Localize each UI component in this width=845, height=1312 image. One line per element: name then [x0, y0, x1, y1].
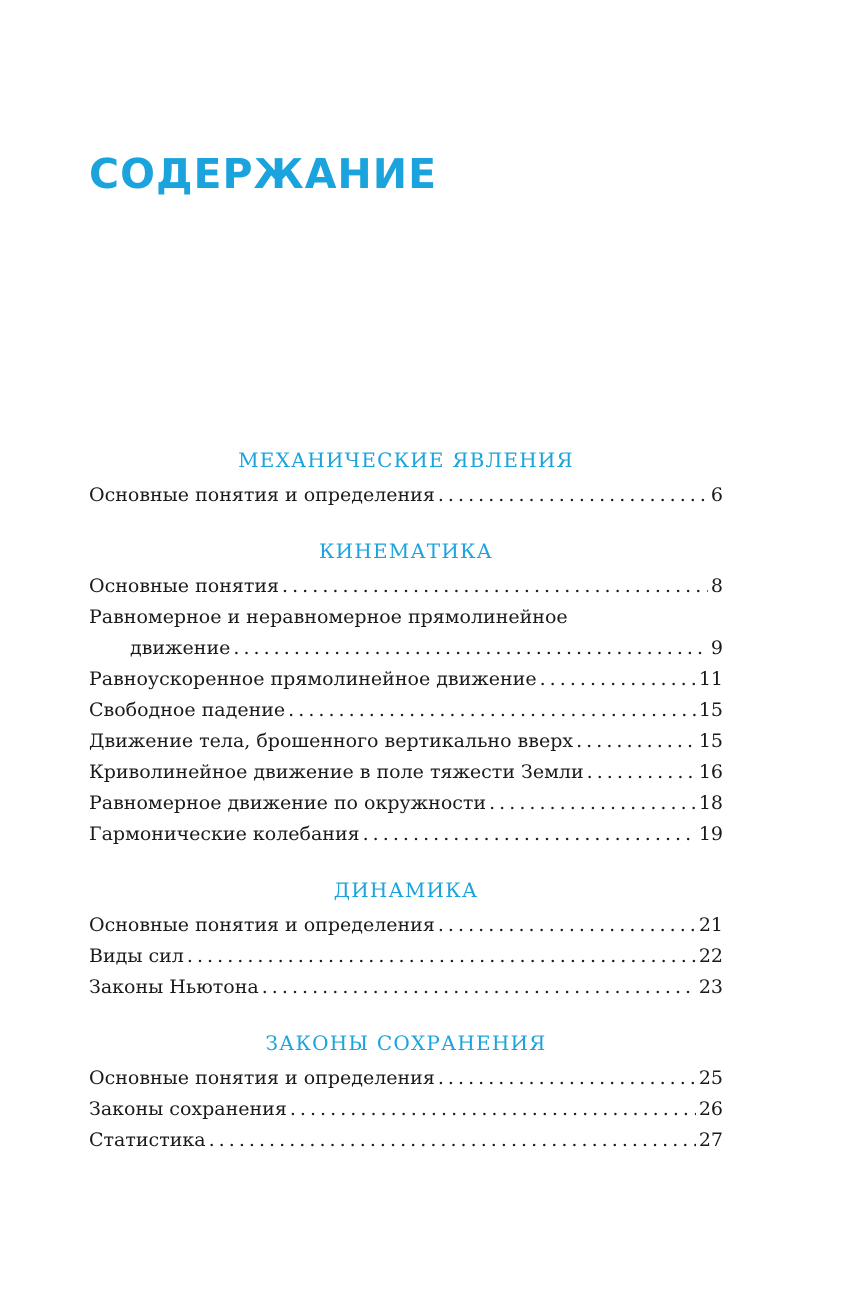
toc-entry-multiline[interactable] [89, 602, 723, 664]
dot-leader [587, 757, 696, 788]
dot-leader [187, 941, 696, 972]
table-of-contents [89, 440, 723, 1156]
toc-entry[interactable] [89, 910, 723, 941]
toc-entry-page: 9 [710, 637, 723, 659]
toc-entry-page: 21 [698, 914, 723, 936]
toc-section-kinematics [89, 531, 723, 850]
dot-leader [489, 788, 696, 819]
toc-entry-title-line1: Равномерное и неравномерное прямолинейное [89, 606, 568, 628]
toc-entry-title: Основные понятия [89, 575, 279, 597]
dot-leader [282, 571, 708, 602]
dot-leader [438, 910, 696, 941]
toc-section-conservation-laws [89, 1023, 723, 1156]
dot-leader [290, 1094, 696, 1125]
toc-entry-title: Свободное падение [89, 699, 286, 721]
section-heading: ЗАКОНЫ СОХРАНЕНИЯ [265, 1031, 547, 1055]
toc-entry-title: Криволинейное движение в поле тяжести Земли [89, 761, 584, 783]
toc-entry[interactable] [89, 1125, 723, 1156]
toc-entry-page: 15 [698, 730, 723, 752]
toc-entry-page: 22 [698, 945, 723, 967]
toc-entry-title: Законы сохранения [89, 1098, 287, 1120]
section-heading: КИНЕМАТИКА [319, 539, 493, 563]
toc-entry[interactable] [89, 757, 723, 788]
toc-entry-title: Основные понятия и определения [89, 1067, 435, 1089]
toc-entry[interactable] [89, 726, 723, 757]
toc-entry-page: 11 [698, 668, 723, 690]
toc-entry-title: Виды сил [89, 945, 184, 967]
toc-entry-title: Законы Ньютона [89, 976, 259, 998]
toc-entry[interactable] [89, 1063, 723, 1094]
toc-entry-page: 15 [698, 699, 723, 721]
toc-entry-title: Основные понятия и определения [89, 914, 435, 936]
toc-entry-page: 8 [710, 575, 723, 597]
toc-section-dynamics [89, 870, 723, 1003]
toc-entry[interactable] [89, 819, 723, 850]
dot-leader [438, 480, 708, 511]
dot-leader [540, 664, 696, 695]
toc-entry[interactable] [89, 1094, 723, 1125]
toc-entry[interactable] [89, 571, 723, 602]
toc-entry[interactable] [89, 941, 723, 972]
toc-entry-title: Движение тела, брошенного вертикально вверх [89, 730, 574, 752]
toc-entry-title: движение [130, 637, 231, 659]
toc-entry-page: 18 [698, 792, 723, 814]
dot-leader [209, 1125, 696, 1156]
toc-entry-page: 25 [698, 1067, 723, 1089]
toc-entry-title: Статистика [89, 1129, 206, 1151]
toc-entry-title: Основные понятия и определения [89, 484, 435, 506]
toc-section-mechanical [89, 440, 723, 511]
page-title: СОДЕРЖАНИЕ [89, 150, 438, 198]
toc-entry[interactable] [89, 664, 723, 695]
toc-entry-title: Равноускоренное прямолинейное движение [89, 668, 537, 690]
dot-leader [233, 633, 708, 664]
toc-entry-page: 16 [698, 761, 723, 783]
dot-leader [576, 726, 696, 757]
dot-leader [363, 819, 696, 850]
dot-leader [262, 972, 696, 1003]
toc-entry[interactable] [89, 480, 723, 511]
toc-entry[interactable] [89, 972, 723, 1003]
toc-entry-title: Равномерное движение по окружности [89, 792, 487, 814]
toc-entry-page: 19 [698, 823, 723, 845]
dot-leader [288, 695, 696, 726]
toc-entry-page: 26 [698, 1098, 723, 1120]
toc-entry[interactable] [89, 633, 723, 664]
toc-entry-page: 27 [698, 1129, 723, 1151]
toc-entry-page: 6 [710, 484, 723, 506]
toc-entry[interactable] [89, 788, 723, 819]
dot-leader [438, 1063, 696, 1094]
toc-entry-title: Гармонические колебания [89, 823, 360, 845]
toc-entry-page: 23 [698, 976, 723, 998]
section-heading: МЕХАНИЧЕСКИЕ ЯВЛЕНИЯ [238, 448, 574, 472]
section-heading: ДИНАМИКА [333, 878, 479, 902]
toc-entry[interactable] [89, 695, 723, 726]
